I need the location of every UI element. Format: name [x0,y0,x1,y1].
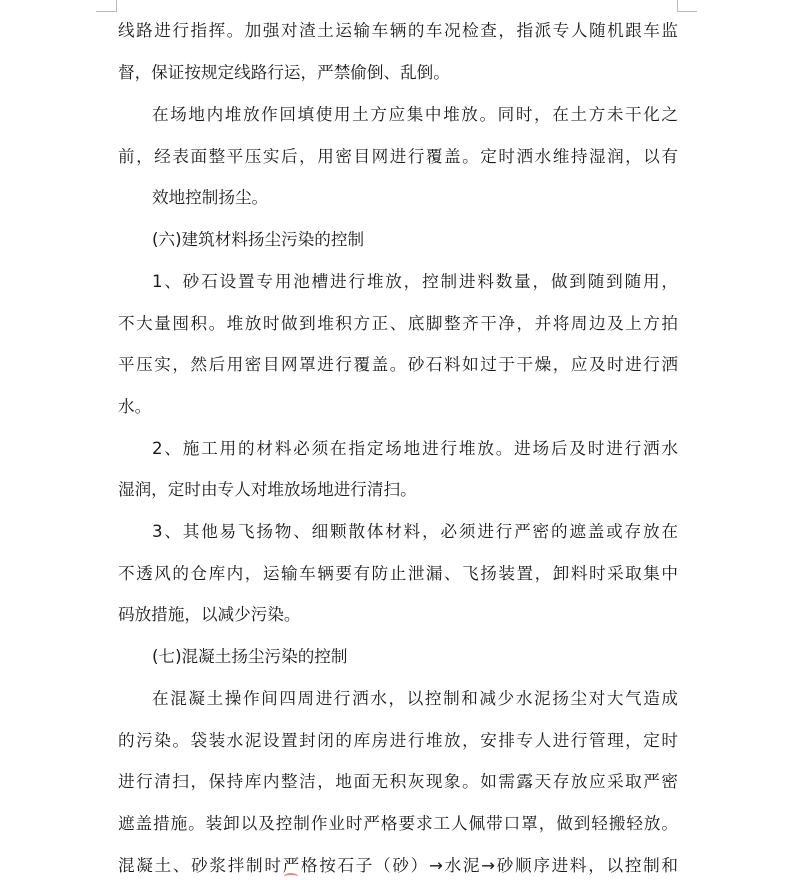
text-line: 混凝土、砂浆拌制时严格按石子（砂）→水泥→砂顺序进料，以控制和 [118,856,678,875]
text-line: 不大量囤积。堆放时做到堆积方正、底脚整齐干净，并将周边及上方拍 [118,314,678,333]
text-line: 码放措施，以减少污染。 [118,605,301,624]
text-line: 不透风的仓库内，运输车辆要有防止泄漏、飞扬装置，卸料时采取集中 [118,564,678,583]
margin-corner-mark [116,0,117,12]
margin-corner-mark [677,0,678,12]
text-line: 湿润，定时由专人对堆放场地进行清扫。 [118,480,417,499]
section-heading: (七)混凝土扬尘污染的控制 [152,647,348,666]
text-line: 遮盖措施。装卸以及控制作业时严格要求工人佩带口罩，做到轻搬轻放。 [118,814,678,833]
margin-corner-mark [677,11,697,12]
section-heading: (六)建筑材料扬尘污染的控制 [152,230,365,249]
red-annotation-mark [284,873,298,880]
text-line: 督，保证按规定线路行运，严禁偷倒、乱倒。 [118,63,450,82]
text-line: 前，经表面整平压实后，用密目网进行覆盖。定时洒水维持湿润，以有 [118,147,678,166]
text-line: 效地控制扬尘。 [152,188,269,207]
text-line: 1、砂石设置专用池槽进行堆放，控制进料数量，做到随到随用， [152,272,678,291]
text-line: 水。 [118,397,152,416]
text-line: 平压实，然后用密目网罩进行覆盖。砂石料如过于干燥，应及时进行洒 [118,355,678,374]
text-line: 的污染。袋装水泥设置封闭的库房进行堆放，安排专人进行管理，定时 [118,731,678,750]
margin-corner-mark [96,11,116,12]
text-line: 3、其他易飞扬物、细颗散体材料，必须进行严密的遮盖或存放在 [152,522,678,541]
text-line: 进行清扫，保持库内整洁，地面无积灰现象。如需露天存放应采取严密 [118,772,678,791]
text-line: 在混凝土操作间四周进行洒水，以控制和减少水泥扬尘对大气造成 [152,689,678,708]
text-line: 在场地内堆放作回填使用土方应集中堆放。同时，在土方未干化之 [152,105,678,124]
text-line: 2、施工用的材料必须在指定场地进行堆放。进场后及时进行洒水 [152,439,678,458]
text-line: 线路进行指挥。加强对渣土运输车辆的车况检查，指派专人随机跟车监 [118,21,678,40]
